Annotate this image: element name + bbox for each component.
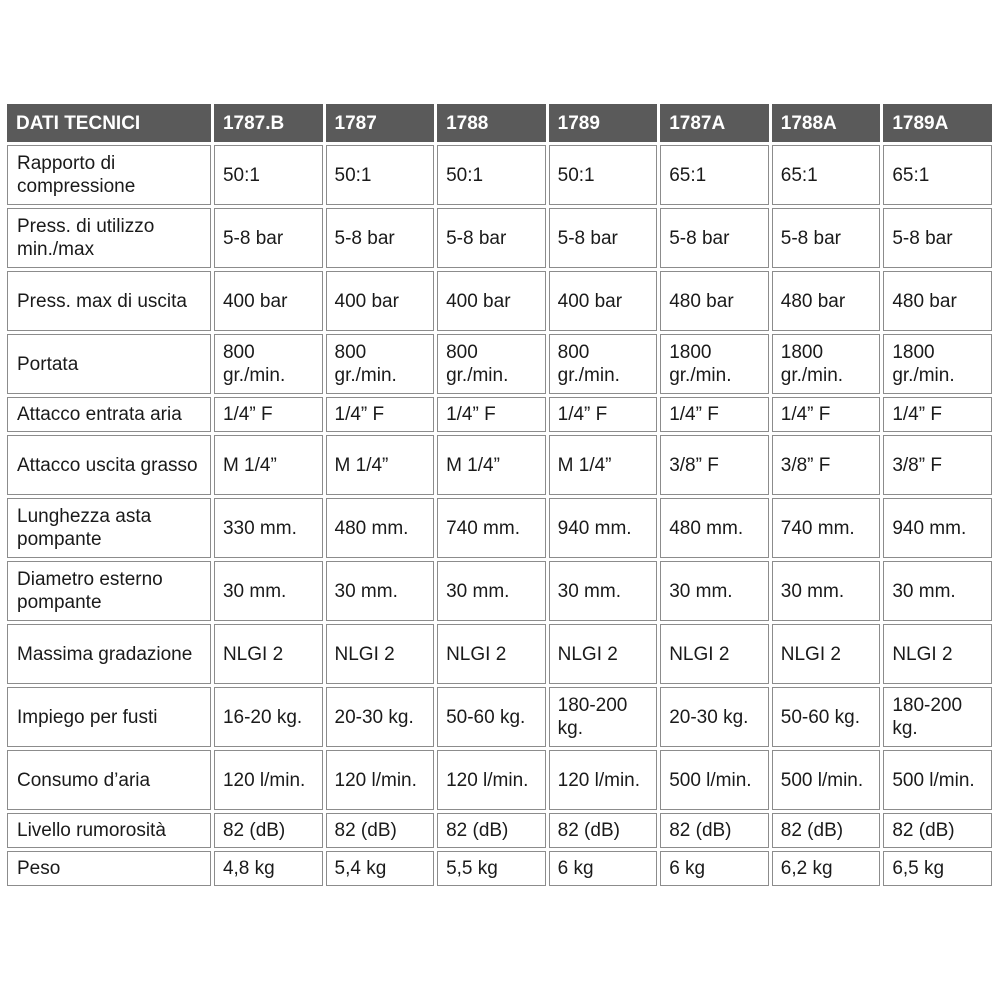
table-cell: NLGI 2 [326, 624, 435, 684]
table-cell: 480 mm. [660, 498, 769, 558]
table-row [7, 813, 992, 848]
table-cell: 65:1 [772, 145, 881, 205]
table-cell: 4,8 kg [214, 851, 323, 886]
table-cell: 330 mm. [214, 498, 323, 558]
table-cell: 400 bar [214, 271, 323, 331]
table-cell: 82 (dB) [883, 813, 992, 848]
table-cell: 120 l/min. [326, 750, 435, 810]
table-cell: NLGI 2 [437, 624, 546, 684]
table-cell: 5-8 bar [214, 208, 323, 268]
row-label: Consumo d’aria [7, 750, 211, 810]
table-cell: 82 (dB) [326, 813, 435, 848]
table-row [7, 561, 992, 621]
table-cell: 1/4” F [326, 397, 435, 432]
table-cell: 940 mm. [549, 498, 658, 558]
table-cell: 5-8 bar [883, 208, 992, 268]
table-cell: 30 mm. [660, 561, 769, 621]
table-cell: 800 gr./min. [437, 334, 546, 394]
table-row [7, 851, 992, 886]
table-cell: 400 bar [549, 271, 658, 331]
table-cell: 1800 gr./min. [772, 334, 881, 394]
table-cell: 6,5 kg [883, 851, 992, 886]
table-cell: 1/4” F [437, 397, 546, 432]
table-cell: 1/4” F [549, 397, 658, 432]
table-cell: 3/8” F [660, 435, 769, 495]
table-row [7, 271, 992, 331]
table-cell: 1800 gr./min. [883, 334, 992, 394]
table-cell: NLGI 2 [883, 624, 992, 684]
table-cell: 800 gr./min. [214, 334, 323, 394]
table-cell: 940 mm. [883, 498, 992, 558]
table-cell: 6,2 kg [772, 851, 881, 886]
table-cell: 5,4 kg [326, 851, 435, 886]
table-cell: 3/8” F [772, 435, 881, 495]
row-label: Attacco uscita grasso [7, 435, 211, 495]
table-cell: 30 mm. [883, 561, 992, 621]
table-cell: 5-8 bar [326, 208, 435, 268]
table-cell: NLGI 2 [772, 624, 881, 684]
row-label: Press. max di uscita [7, 271, 211, 331]
table-cell: 1/4” F [214, 397, 323, 432]
table-cell: 400 bar [437, 271, 546, 331]
table-cell: 16-20 kg. [214, 687, 323, 747]
table-cell: 1800 gr./min. [660, 334, 769, 394]
table-cell: 82 (dB) [772, 813, 881, 848]
table-row [7, 750, 992, 810]
table-cell: 82 (dB) [660, 813, 769, 848]
table-cell: 50:1 [214, 145, 323, 205]
table-cell: 30 mm. [214, 561, 323, 621]
table-row [7, 145, 992, 205]
table-cell: M 1/4” [549, 435, 658, 495]
table-cell: 500 l/min. [660, 750, 769, 810]
table-row [7, 624, 992, 684]
table-cell: 480 mm. [326, 498, 435, 558]
table-cell: 400 bar [326, 271, 435, 331]
table-cell: 5-8 bar [437, 208, 546, 268]
table-row [7, 208, 992, 268]
header-row [7, 104, 992, 142]
header-cell-dati-tecnici: DATI TECNICI [7, 104, 211, 142]
table-cell: 120 l/min. [437, 750, 546, 810]
table-cell: 50:1 [326, 145, 435, 205]
table-cell: 480 bar [883, 271, 992, 331]
row-label: Portata [7, 334, 211, 394]
table-cell: 180-200 kg. [883, 687, 992, 747]
table-cell: 6 kg [549, 851, 658, 886]
table-row [7, 397, 992, 432]
table-cell: 500 l/min. [772, 750, 881, 810]
table-cell: 120 l/min. [214, 750, 323, 810]
row-label: Diametro esterno pompante [7, 561, 211, 621]
row-label: Impiego per fusti [7, 687, 211, 747]
table-cell: 20-30 kg. [326, 687, 435, 747]
row-label: Press. di utilizzo min./max [7, 208, 211, 268]
technical-data-table [4, 101, 995, 889]
header-cell-model: 1787 [326, 104, 435, 142]
table-cell: 82 (dB) [549, 813, 658, 848]
table-cell: 5-8 bar [772, 208, 881, 268]
table-row [7, 334, 992, 394]
table-cell: M 1/4” [437, 435, 546, 495]
header-cell-model: 1788A [772, 104, 881, 142]
table-cell: 740 mm. [772, 498, 881, 558]
row-label: Lunghezza asta pompante [7, 498, 211, 558]
table-cell: NLGI 2 [214, 624, 323, 684]
header-cell-model: 1787A [660, 104, 769, 142]
table-cell: M 1/4” [214, 435, 323, 495]
table-cell: 120 l/min. [549, 750, 658, 810]
table-cell: 480 bar [772, 271, 881, 331]
row-label: Peso [7, 851, 211, 886]
table-cell: 50:1 [437, 145, 546, 205]
table-cell: 1/4” F [660, 397, 769, 432]
table-cell: 800 gr./min. [326, 334, 435, 394]
table-cell: 50:1 [549, 145, 658, 205]
table-cell: 82 (dB) [437, 813, 546, 848]
row-label: Rapporto di compressione [7, 145, 211, 205]
table-cell: 5-8 bar [660, 208, 769, 268]
table-cell: 480 bar [660, 271, 769, 331]
table-row [7, 498, 992, 558]
table-cell: 65:1 [660, 145, 769, 205]
table-cell: 5,5 kg [437, 851, 546, 886]
table-row [7, 435, 992, 495]
table-cell: 65:1 [883, 145, 992, 205]
table-row [7, 687, 992, 747]
table-cell: 30 mm. [772, 561, 881, 621]
table-cell: M 1/4” [326, 435, 435, 495]
row-label: Attacco entrata aria [7, 397, 211, 432]
table-cell: 5-8 bar [549, 208, 658, 268]
table-cell: 1/4” F [772, 397, 881, 432]
table-cell: 3/8” F [883, 435, 992, 495]
table-cell: 30 mm. [549, 561, 658, 621]
table-cell: 500 l/min. [883, 750, 992, 810]
header-cell-model: 1789A [883, 104, 992, 142]
table-cell: NLGI 2 [549, 624, 658, 684]
row-label: Massima gradazione [7, 624, 211, 684]
table-cell: 30 mm. [326, 561, 435, 621]
header-cell-model: 1787.B [214, 104, 323, 142]
table-cell: 50-60 kg. [437, 687, 546, 747]
table-cell: 20-30 kg. [660, 687, 769, 747]
table-cell: 82 (dB) [214, 813, 323, 848]
table-cell: 740 mm. [437, 498, 546, 558]
table-cell: 6 kg [660, 851, 769, 886]
table-cell: 1/4” F [883, 397, 992, 432]
table-cell: 800 gr./min. [549, 334, 658, 394]
header-cell-model: 1789 [549, 104, 658, 142]
spec-table-container [4, 101, 995, 889]
table-cell: 50-60 kg. [772, 687, 881, 747]
table-cell: 30 mm. [437, 561, 546, 621]
row-label: Livello rumorosità [7, 813, 211, 848]
table-cell: 180-200 kg. [549, 687, 658, 747]
table-cell: NLGI 2 [660, 624, 769, 684]
header-cell-model: 1788 [437, 104, 546, 142]
